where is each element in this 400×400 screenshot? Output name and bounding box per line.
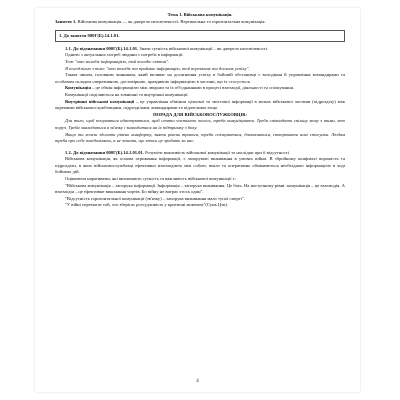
definition-communication — [55, 85, 345, 92]
paragraph: Таким чином, головним чинником, який впливає на досягнення успіху в бойовій обстановці є володіння й управління командирами та особовим складом оперативною, достовірною, правдивою інформацією в частині, що їх стосується. — [55, 72, 345, 84]
paragraph: Тож "хто володіє інформацією, той володіє світом". — [65, 58, 170, 64]
section-heading-box: 1. До заняття 000Г(Б).14.1.01. — [55, 30, 345, 42]
quote: "У війні перемагає той, хто зберігає розсудливість у критичні моменти"(Сунь Цзи). — [65, 202, 229, 208]
subsection-1-2-text: Розуміти важливість військової комунікації та наслідки при її відсутності. — [143, 149, 291, 155]
lesson-text: Військова комунікація — як джерело неосвіченості. Вертикальна та горизонтальна комунікація. — [76, 18, 266, 24]
document-page — [35, 8, 360, 392]
paragraph: Військова комунікація, як основа отримання інформації, є запорукою виживання в умовах війни. В збройному конфлікті ворожість та підрозділи, в яких військовослужбовці ефективно взаємодіють між собою, вміло та оперативно обмінюються необхідною інформацією в ході бойових дій. — [55, 156, 345, 175]
advice-title: ПОРАДА ДЛЯ ВІЙСЬКОВОСЛУЖБОВЦІВ: — [153, 111, 247, 117]
definition-text: – це управління обміном цільової та змістової інформації в межах військової частини (підрозділу) між окремими військовослужбовцями, підрозділами, командирами та підлеглими тощо. — [55, 98, 345, 111]
paragraph: Комунікації поділяються на зовнішні та внутрішні комунікації. — [65, 91, 189, 97]
advice-body: Для того, щоб почуватися адаптуватися, щоб стати частиною чогось, треба комунікувати. Треба співпадати спільну мову з тими, хто поруч. Треба знаходитися в зв'язку і знаходитися на їх підтримку з боку. — [55, 118, 345, 130]
quote: "Відсутність горизонтальної комунікації (зв'язку) – запорука виживання мало тупої смерті". — [65, 195, 245, 201]
term: Внутрішні військові комунікації — [65, 98, 135, 104]
paragraph: Я погоджено з тим: "хто володіє та приймає інформацію, той перемагає та досягає успіху". — [65, 65, 250, 71]
definition-text: – це обмін інформацією між людьми та їх об'єднаннями в процесі взаємодії, діяльності та спілкування. — [90, 85, 294, 91]
page-number: 4 — [196, 379, 199, 384]
advice-body: Якщо ти хочеш здолати рівень комфорту, зняти рівень тривоги, треба спілкуватися, домовлятися, створювати нові стосунки. Людям треба про себе повідомляти, а не чекати, що хтось це зробить за нас. — [55, 131, 345, 144]
subsection-1-2-label: 1.2. До відзначання 000Г(Б).14.1.01.01. — [65, 149, 144, 155]
subsection-1-2 — [55, 150, 345, 157]
lesson-label: Заняття 1. — [55, 18, 77, 24]
paragraph: Оцінюючи наративами, які визначають сутність та важливість військової комунікації є: — [65, 176, 236, 182]
paragraph: Однією з актуальних потреб людини є потреба в інформації. — [65, 52, 184, 58]
lesson-line — [55, 19, 345, 26]
quote: "Військова комунікація – запорука інформації. Інформація – запорука виживання. Це бать. На наступному рівні: комунікація – це взаємодія. А взаємодія – це ефективне виконання чортів. Бо війну не виграє хтось один". — [55, 182, 345, 195]
subsection-1-1-label: 1.1. До відзначання 000Г(Б).14.1.01. — [65, 45, 139, 51]
term: Комунікація — [65, 85, 91, 91]
subsection-1-1 — [55, 46, 345, 53]
definition-internal-communication — [55, 99, 345, 112]
subsection-1-1-text: Знати сутність військової комунікації – як джерело неосвіченості. — [138, 45, 269, 51]
topic-title: Тема 1. Військова комунікація. — [167, 12, 233, 17]
page-content — [55, 12, 345, 209]
